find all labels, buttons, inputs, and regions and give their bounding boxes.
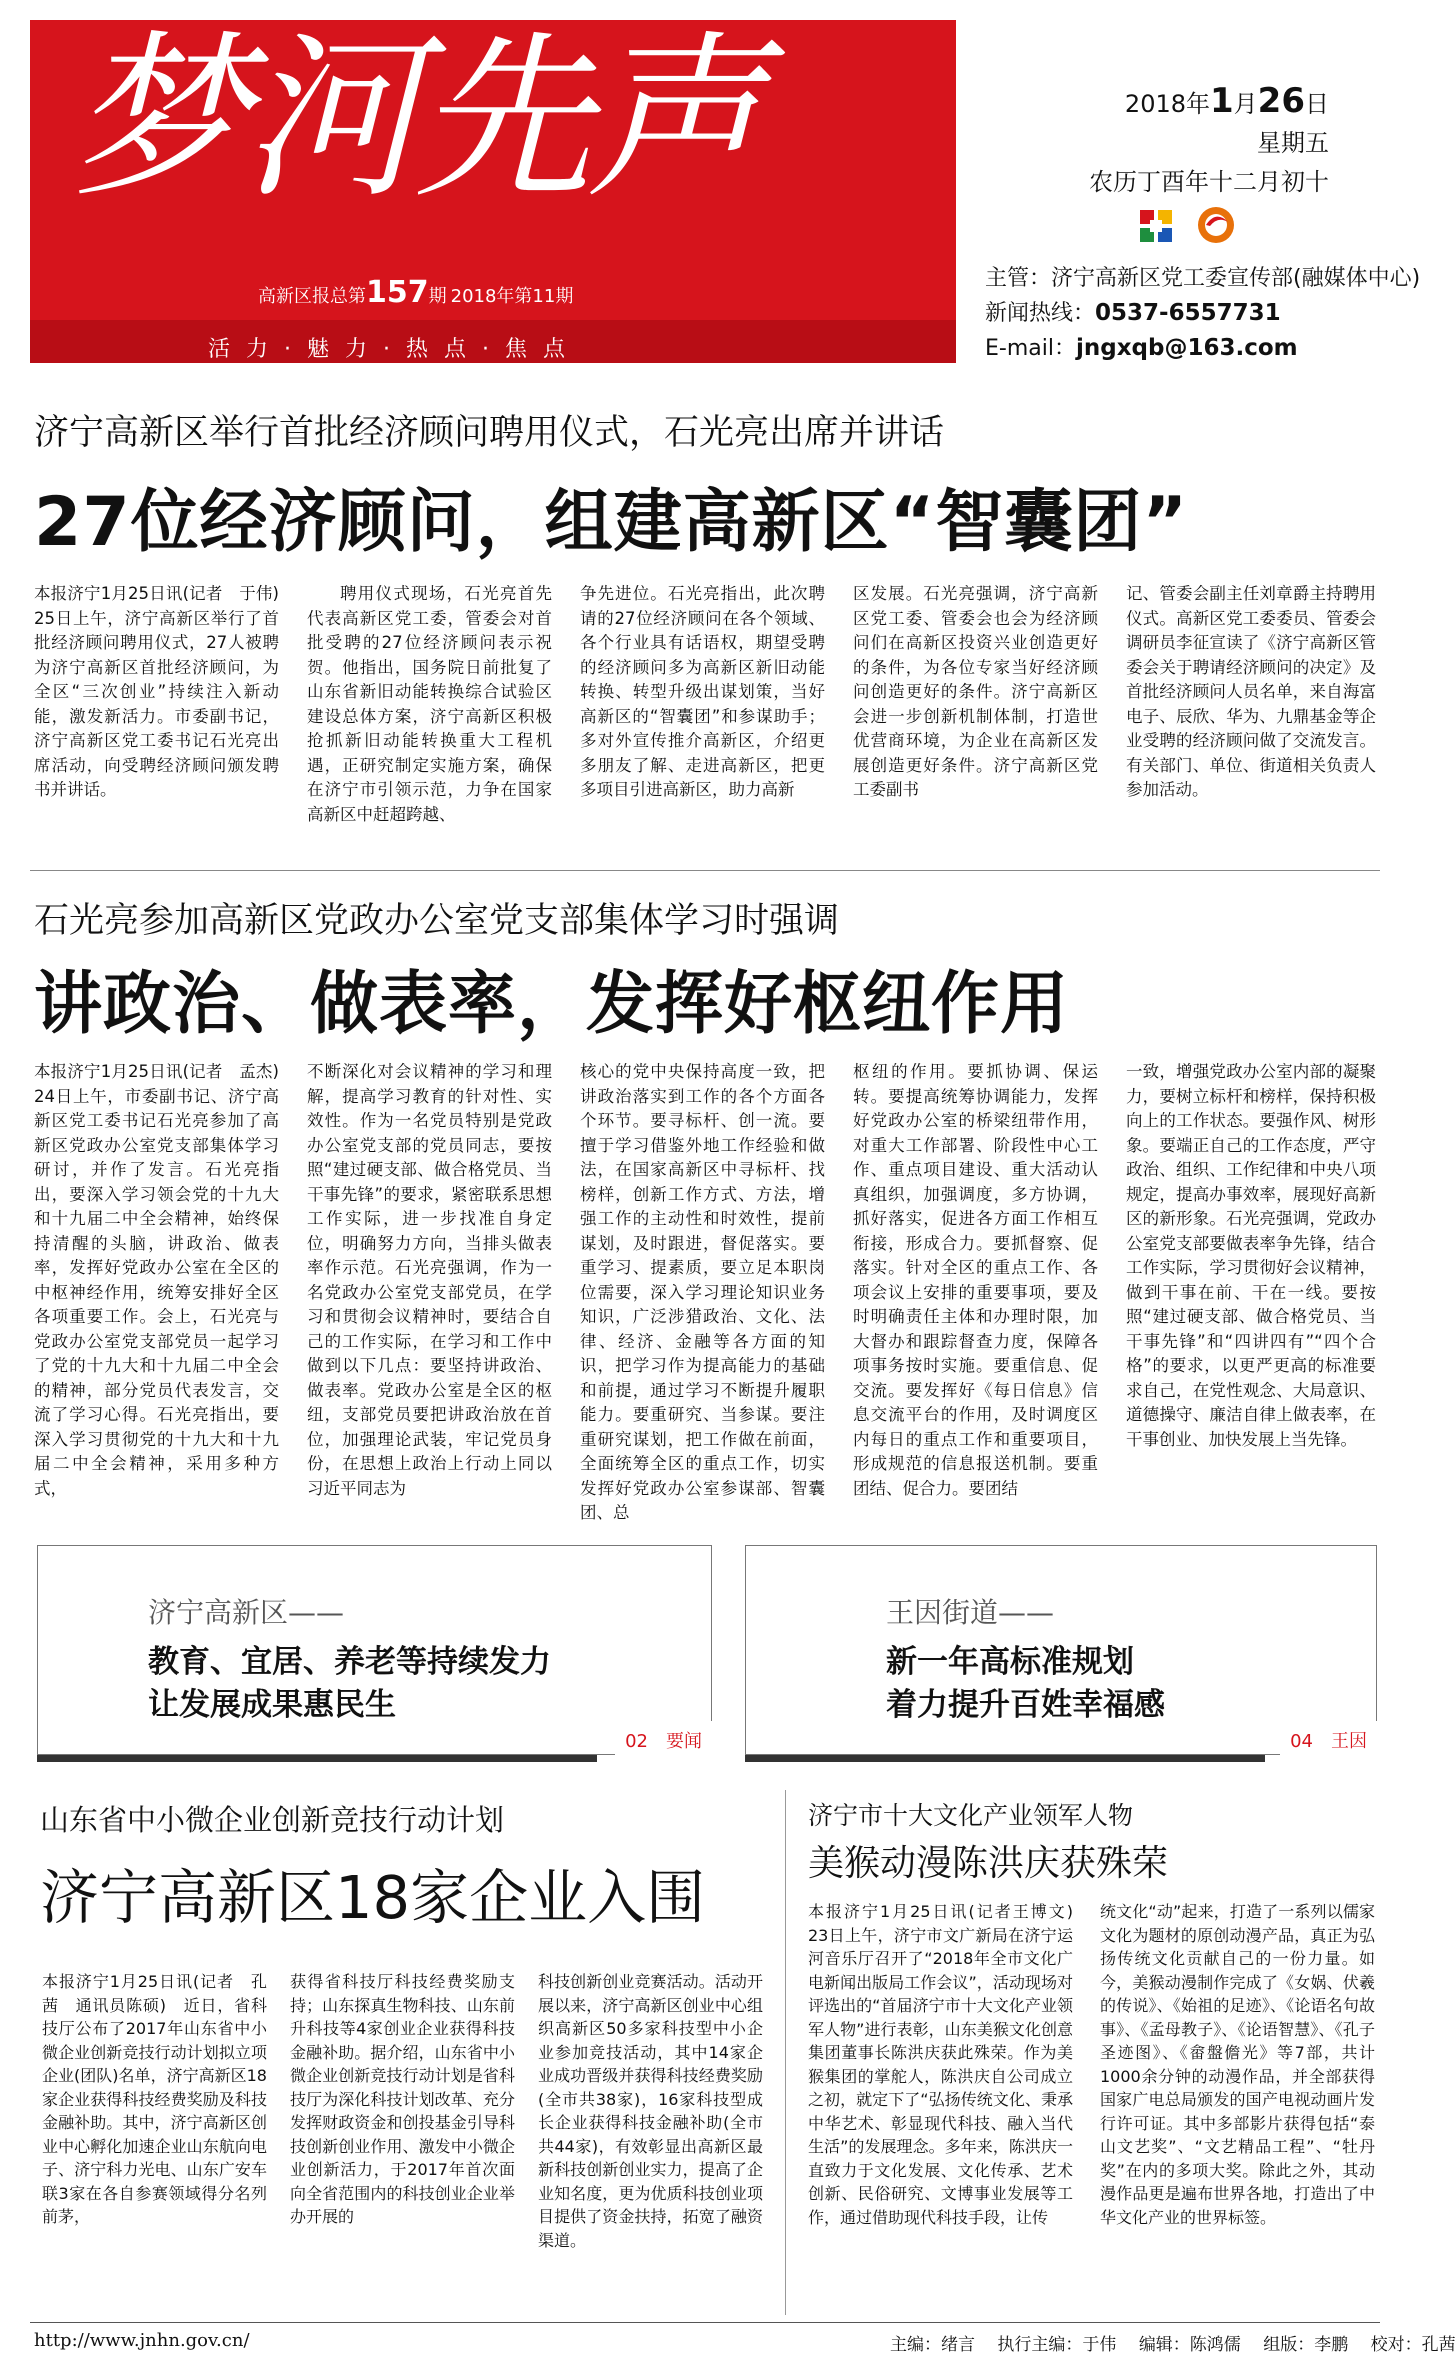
column-divider bbox=[785, 1790, 786, 2315]
masthead bbox=[30, 15, 956, 363]
article2-col1: 本报济宁1月25日讯(记者 孟杰) 24日上午，市委副书记、济宁高新区党工委书记石光亮参加了高新区党政办公室党支部集体学习研讨，并作了发言。石光亮指出，要深入学习领会党的十九大和十九届二中全会精神，始终保持清醒的头脑，讲政治、做表率，发挥好党政办公室在全区的中枢神经作用，统筹安排好全区各项重要工作。会上，石光亮与党政办公室党支部党员一起学习了党的十九大和十九届二中全会的精神，部分党员代表发言，交流了学习心得。石光亮指出，要深入学习贯彻党的十九大和十九届二中全会精神，采用多种方式， bbox=[34, 1062, 296, 1498]
article1-col4: 区发展。石光亮强调，济宁高新区党工委、管委会也会为经济顾问们在高新区投资兴业创造更好的条件，为各位专家当好经济顾问创造更好的条件。济宁高新区会进一步创新机制体制，打造世优营商环境，为企业在高新区发展创造更好条件。济宁高新区党工委副书 bbox=[853, 584, 1098, 799]
article1-col1: 本报济宁1月25日讯(记者 于伟) 25日上午，济宁高新区举行了首批经济顾问聘用仪式，27人被聘为济宁高新区首批经济顾问，为全区“三次创业”持续注入新动能，激发新活力。市委副书记，济宁高新区党工委书记石光亮出席活动，向受聘经济顾问颁发聘书并讲话。 bbox=[34, 584, 296, 799]
article2-col3: 核心的党中央保持高度一致，把讲政治落实到工作的各个方面各个环节。要寻标杆、创一流。要擅于学习借鉴外地工作经验和做法，在国家高新区中寻标杆、找榜样，创新工作方式、方法，增强工作的主动性和时效性，提前谋划，及时跟进，督促落实。要重学习、提素质，要立足本职岗位需要，深入学习理论知识业务知识，广泛涉猎政治、文化、法律、经济、金融等各方面的知识，把学习作为提高能力的基础和前提，通过学习不断提升履职能力。要重研究、当参谋。要注重研究谋划，把工作做在前面，全面统筹全区的重点工作，切实发挥好党政办公室参谋部、智囊团、总 bbox=[580, 1062, 825, 1522]
article1-headline[interactable]: 27位经济顾问，组建高新区“智囊团” bbox=[34, 483, 1189, 562]
article3-kicker: 山东省中小微企业创新竞技行动计划 bbox=[40, 1803, 505, 1837]
article1-kicker: 济宁高新区举行首批经济顾问聘用仪式，石光亮出席并讲话 bbox=[34, 413, 945, 453]
footer-rule bbox=[30, 2322, 1380, 2323]
promo-box-page02[interactable] bbox=[37, 1545, 712, 1755]
hotline-line: 新闻热线：0537-6557731 bbox=[985, 300, 1281, 326]
promo-label: 济宁高新区—— bbox=[148, 1596, 345, 1629]
promo-headline-line2: 让发展成果惠民生 bbox=[148, 1687, 396, 1723]
article2-col5: 一致，增强党政办公室内部的凝聚力，要树立标杆和榜样，保持积极向上的工作状态。要强作风、树形象。要端正自己的工作态度，严守政治、组织、工作纪律和中央八项规定，提高办事效率，展现好高新区的新形象。石光亮强调，党政办公室党支部要做表率争先锋，结合工作实际，学习贯彻好会议精神，做到干事在前、干在一线。要按照“建过硬支部、做合格党员、当干事先锋”和“四讲四有”“四个合格”的要求，以更严更高的标准要求自己，在党性观念、大局意识、道德操守、廉洁自律上做表率，在干事创业、加快发展上当先锋。 bbox=[1126, 1062, 1376, 1449]
article2-col2: 不断深化对会议精神的学习和理解，提高学习教育的针对性、实效性。作为一名党员特别是党政办公室党支部的党员同志，要按照“建过硬支部、做合格党员、当干事先锋”的要求，紧密联系思想工作实际，进一步找准自身定位，明确努力方向，当排头做表率作示范。石光亮强调，作为一名党政办公室党支部党员，在学习和贯彻会议精神时，要结合自己的工作实际，在学习和工作中做到以下几点：要坚持讲政治、做表率。党政办公室是全区的枢纽，支部党员要把讲政治放在首位，加强理论武装，牢记党员身份，在思想上政治上行动上同以习近平同志为 bbox=[307, 1062, 552, 1498]
article4-headline[interactable]: 美猴动漫陈洪庆获殊荣 bbox=[808, 1843, 1169, 1884]
layout-editor: 组版：李鹏 bbox=[1263, 2335, 1349, 2355]
article3-col2: 获得省科技厅科技经费奖励支持；山东探真生物科技、山东前升科技等4家创业企业获得科技金融补助。据介绍，山东省中小微企业创新竞技行动计划是省科技厅为深化科技计划改革、充分发挥财政资金和创投基金引导科技创新创业作用、激发中小微企业创新活力，于2017年首次面向全省范围内的科技创业企业举办开展的 bbox=[290, 1972, 515, 2226]
emblem-logos bbox=[1136, 202, 1246, 248]
page-ref-tab[interactable]: 02 要闻 bbox=[615, 1721, 712, 1755]
article4-col1: 本报济宁1月25日讯(记者王博文) 23日上午，济宁市文广新局在济宁运河音乐厅召开了“2018年全市文化广电新闻出版局工作会议”，活动现场对评选出的“首届济宁市十大文化产业领军人物”进行表彰，山东美猴文化创意集团董事长陈洪庆获此殊荣。作为美猴集团的掌舵人，陈洪庆自公司成立之初，就定下了“弘扬传统文化、秉承中华艺术、彰显现代科技、融入当代生活”的发展理念。多年来，陈洪庆一直致力于文化发展、文化传承、艺术创新、民俗研究、文博事业发展等工作，通过借助现代科技手段，让传 bbox=[808, 1902, 1090, 2227]
weekday: 星期五 bbox=[1257, 129, 1329, 157]
article2-kicker: 石光亮参加高新区党政办公室党支部集体学习时强调 bbox=[34, 901, 840, 941]
email-line: E-mail：jngxqb@163.com bbox=[985, 335, 1298, 361]
slogan-bar: 活力·魅力·热点·焦点 bbox=[30, 320, 956, 363]
page-ref-tab[interactable]: 04 王因 bbox=[1280, 1721, 1377, 1755]
editor: 编辑：陈鸿儒 bbox=[1138, 2335, 1241, 2355]
section-divider bbox=[30, 870, 1380, 871]
promo-underline bbox=[745, 1755, 1265, 1762]
issue-date: 2018年1月26日 bbox=[1124, 81, 1329, 121]
article4-kicker: 济宁市十大文化产业领军人物 bbox=[808, 1801, 1134, 1830]
lunar-date: 农历丁酉年十二月初十 bbox=[1089, 168, 1329, 196]
media-center-logo-icon bbox=[1198, 207, 1234, 243]
promo-headline-line1: 新一年高标准规划 bbox=[886, 1644, 1134, 1680]
promo-box-page04[interactable] bbox=[745, 1545, 1377, 1755]
promo-underline bbox=[37, 1755, 597, 1762]
article2-headline[interactable]: 讲政治、做表率，发挥好枢纽作用 bbox=[34, 965, 1070, 1044]
proofreader: 校对：孔茜 bbox=[1370, 2335, 1456, 2355]
hightech-zone-logo-icon bbox=[1140, 210, 1172, 242]
footer-credits bbox=[890, 2330, 1456, 2355]
article3-headline[interactable]: 济宁高新区18家企业入围 bbox=[40, 1863, 706, 1932]
article1-col3: 争先进位。石光亮指出，此次聘请的27位经济顾问在各个领域、各个行业具有话语权，期望受聘的经济顾问多为高新区新旧动能转换、转型升级出谋划策，当好高新区的“智囊团”和参谋助手；多对外宣传推介高新区，介绍更多朋友了解、走进高新区，把更多项目引进高新区，助力高新 bbox=[580, 584, 825, 799]
article1-col5: 记、管委会副主任刘章爵主持聘用仪式。高新区党工委委员、管委会调研员李征宣读了《济宁高新区管委会关于聘请经济顾问的决定》及首批经济顾问人员名单，来自海富电子、辰欣、华为、九鼎基金等企业受聘的经济顾问做了交流发言。有关部门、单位、街道相关负责人参加活动。 bbox=[1126, 584, 1376, 799]
article4-col2: 统文化“动”起来，打造了一系列以儒家文化为题材的原创动漫产品，真正为弘扬传统文化贡献自己的一份力量。如今，美猴动漫制作完成了《女娲、伏羲的传说》、《始祖的足迹》、《论语名句故事》、《孟母教子》、《论语智慧》、《孔子圣迹图》、《畲盤儋光》等7部，共计1000余分钟的动漫作品，并全部获得国家广电总局颁发的国产电视动画片发行许可证。其中多部影片获得包括“泰山文艺奖”、“文艺精品工程”、“牡丹奖”在内的多项大奖。除此之外，其动漫作品更是遍布世界各地，打造出了中华文化产业的世界标签。 bbox=[1100, 1902, 1375, 2227]
issue-number: 高新区报总第157期 2018年第11期 bbox=[258, 275, 574, 310]
article3-col3: 科技创新创业竞赛活动。活动开展以来，济宁高新区创业中心组织高新区50多家科技型中小企业参加竞技活动，其中14家企业成功晋级并获得科技经费奖励(全市共38家)，16家科技型成长企业获得科技金融补助(全市共44家)，有效彰显出高新区最新科技创新创业实力，提高了企业知名度，更为优质科技创业项目提供了资金扶持，拓宽了融资渠道。 bbox=[538, 1972, 763, 2250]
article3-col1: 本报济宁1月25日讯(记者 孔茜 通讯员陈硕) 近日，省科技厅公布了2017年山东省中小微企业创新竞技行动计划拟立项企业(团队)名单，济宁高新区18家企业获得科技经费奖励及科技金融补助。其中，济宁高新区创业中心孵化加速企业山东航向电子、济宁科力光电、山东广安车联3家在各自参赛领域得分名列前茅， bbox=[42, 1972, 267, 2226]
promo-headline-line2: 着力提升百姓幸福感 bbox=[886, 1687, 1165, 1723]
chief-editor: 主编：绪言 bbox=[890, 2335, 975, 2355]
article2-col4: 枢纽的作用。要抓协调、保运转。要提高统筹协调能力，发挥好党政办公室的桥梁纽带作用，对重大工作部署、阶段性中心工作、重点项目建设、重大活动认真组织，加强调度，多方协调，抓好落实，促进各方面工作相互衔接，形成合力。要抓督察、促落实。针对全区的重点工作、各项会议上安排的重要事项，要及时明确责任主体和办理时限，加大督办和跟踪督查力度，保障各项事务按时实施。要重信息、促交流。要发挥好《每日信息》信息交流平台的作用，及时调度区内每日的重点工作和重要项目，形成规范的信息报送机制。要重团结、促合力。要团结 bbox=[853, 1062, 1098, 1498]
promo-label: 王因街道—— bbox=[886, 1596, 1055, 1629]
promo-headline-line1: 教育、宜居、养老等持续发力 bbox=[148, 1644, 551, 1680]
email-address[interactable]: jngxqb@163.com bbox=[1075, 335, 1298, 361]
article1-col2: 聘用仪式现场，石光亮首先代表高新区党工委，管委会对首批受聘的27位经济顾问表示祝贺。他指出，国务院日前批复了山东省新旧动能转换综合试验区建设总体方案，济宁高新区积极抢抓新旧动能转换重大工程机遇，正研究制定实施方案，确保在济宁市引领示范，力争在国家高新区中赶超跨越、 bbox=[307, 584, 552, 824]
executive-editor: 执行主编：于伟 bbox=[997, 2335, 1117, 2355]
website-link[interactable]: http://www.jnhn.gov.cn/ bbox=[34, 2330, 250, 2351]
hotline-number[interactable]: 0537-6557731 bbox=[1095, 300, 1281, 326]
date-block bbox=[1089, 82, 1329, 202]
contact-block bbox=[985, 262, 1420, 366]
sponsor-line: 主管：济宁高新区党工委宣传部(融媒体中心) bbox=[985, 266, 1421, 291]
newspaper-title-logo: 梦河先声 bbox=[70, 15, 758, 222]
